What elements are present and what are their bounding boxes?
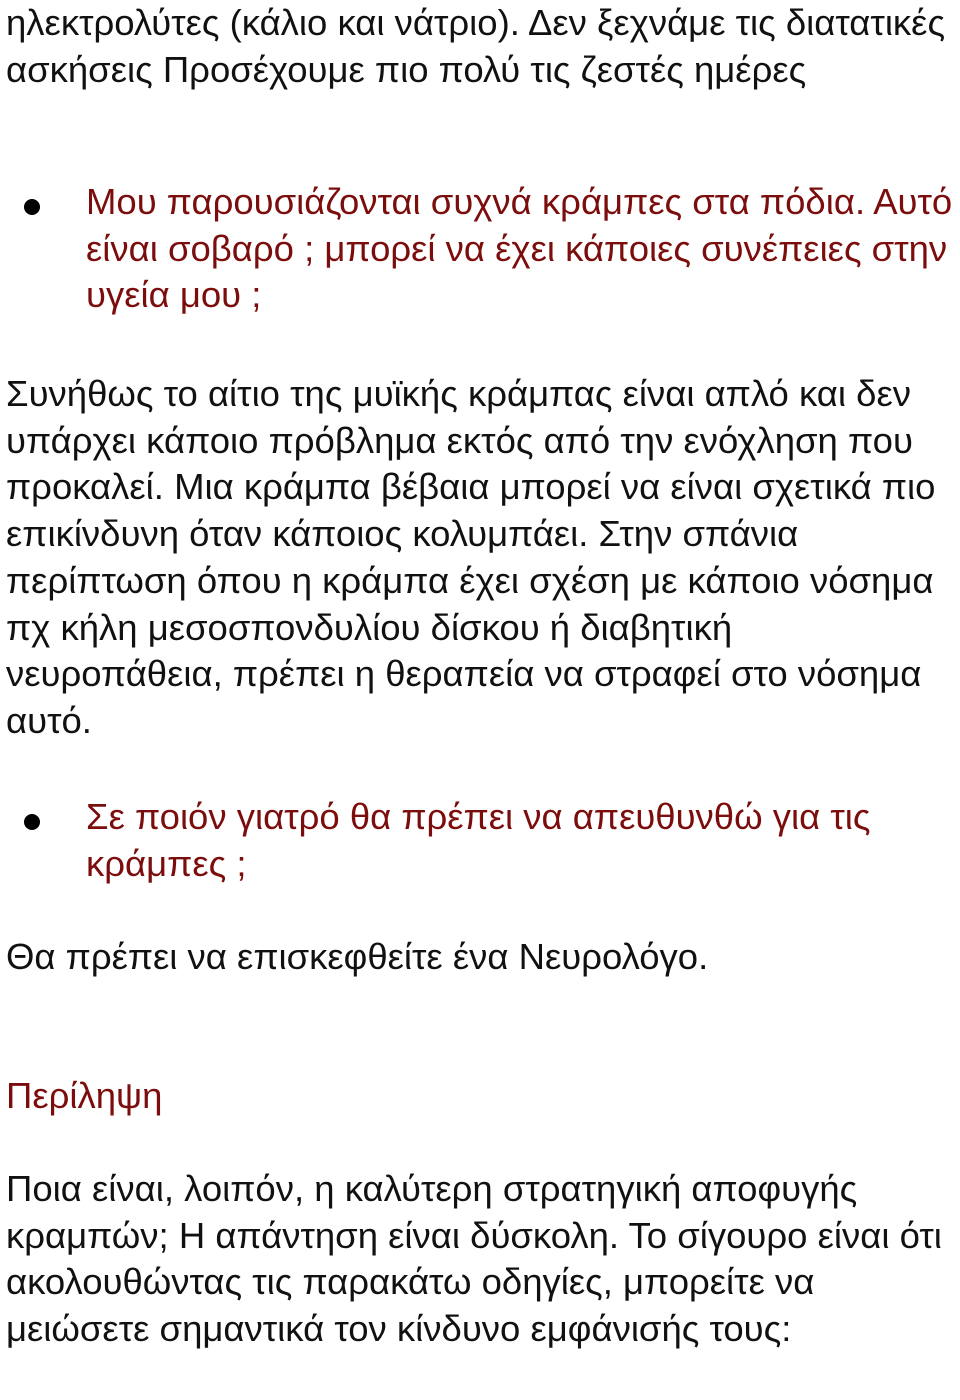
summary-paragraph: Ποια είναι, λοιπόν, η καλύτερη στρατηγική αποφυγής κραμπών; Η απάντηση είναι δύσκολη. Το σίγουρο είναι ότι ακολουθώντας τις παρακάτω οδηγίες, μπορείτε να μειώσετε σημαντικά τον κίνδυνο εμφάνισής τους: bbox=[6, 1168, 942, 1350]
question-text: Σε ποιόν γιατρό θα πρέπει να απευθυνθώ για τις κράμπες ; bbox=[86, 796, 871, 884]
bullet-icon bbox=[24, 199, 40, 215]
intro-paragraph: ηλεκτρολύτες (κάλιο και νάτριο). Δεν ξεχνάμε τις διατατικές ασκήσεις Προσέχουμε πιο πολύ τις ζεστές ημέρες bbox=[6, 2, 946, 90]
bullet-icon bbox=[24, 814, 40, 830]
answer-paragraph-cramps: Συνήθως το αίτιο της μυϊκής κράμπας είναι απλό και δεν υπάρχει κάποιο πρόβλημα εκτός από την ενόχληση που προκαλεί. Μια κράμπα βέβαια μπορεί να είναι σχετικά πιο επικίνδυνη όταν κάποιος κολυμπάει. Στην σπάνια περίπτωση όπου η κράμπα έχει σχέση με κάποιο νόσημα πχ κήλη μεσοσπονδυλίου δίσκου ή διαβητική νευροπάθεια, πρέπει η θεραπεία να στραφεί στο νόσημα αυτό. bbox=[6, 373, 936, 741]
summary-heading: Περίληψη bbox=[6, 1075, 163, 1116]
question-text: Μου παρουσιάζονται συχνά κράμπες στα πόδια. Αυτό είναι σοβαρό ; μπορεί να έχει κάποιες συνέπειες στην υγεία μου ; bbox=[86, 181, 953, 316]
answer-paragraph-doctor: Θα πρέπει να επισκεφθείτε ένα Νευρολόγο. bbox=[6, 936, 709, 977]
